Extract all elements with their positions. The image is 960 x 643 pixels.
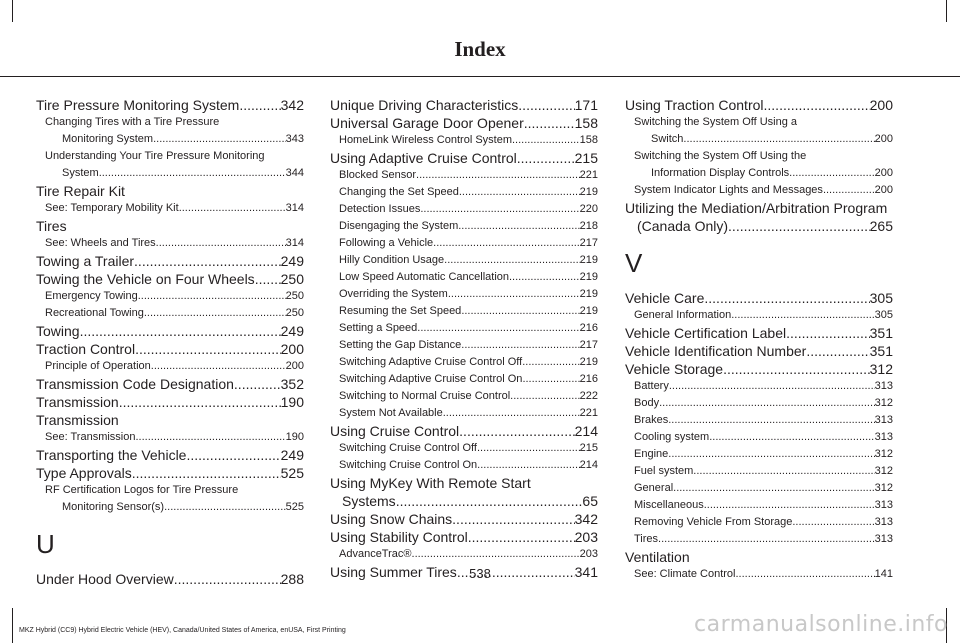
entry-page-number: 220 — [579, 203, 598, 215]
entry-label: Vehicle Certification Label — [625, 325, 787, 341]
index-entry — [36, 270, 304, 288]
dot-leader — [524, 114, 575, 132]
entry-page-number: 190 — [280, 394, 304, 410]
entry-label: Transmission — [36, 394, 119, 410]
dot-leader — [522, 354, 579, 371]
entry-label: Monitoring Sensor(s) — [62, 501, 165, 513]
index-subentry — [36, 358, 304, 375]
entry-label: Towing a Trailer — [36, 253, 135, 269]
entry-page-number: 305 — [869, 290, 893, 306]
entry-label: Emergency Towing — [45, 290, 138, 302]
entry-page-number: 249 — [280, 323, 304, 339]
entry-page-number: 216 — [579, 322, 598, 334]
index-subentry — [330, 269, 598, 286]
dot-leader — [823, 182, 875, 199]
index-entry — [36, 375, 304, 393]
dot-leader — [144, 305, 286, 322]
dot-leader — [477, 440, 580, 457]
index-subentry — [625, 307, 893, 324]
entry-label: Engine — [634, 448, 669, 460]
dot-leader — [709, 429, 874, 446]
index-subentry-line: Switching the System Off Using the — [634, 150, 807, 162]
entry-page-number: 342 — [280, 97, 304, 113]
entry-page-number: 351 — [869, 343, 893, 359]
entry-page-number: 525 — [285, 501, 304, 513]
entry-page-number: 351 — [869, 325, 893, 341]
index-subentry — [625, 497, 893, 514]
page-number: 538 — [469, 566, 491, 581]
entry-page-number: 222 — [579, 390, 598, 402]
entry-page-number: 265 — [869, 218, 893, 234]
entry-page-number: 313 — [874, 431, 893, 443]
index-entry — [625, 289, 893, 307]
entry-label: General Information — [634, 309, 732, 321]
dot-leader — [412, 546, 580, 563]
dot-leader — [416, 167, 580, 184]
index-subentry — [625, 514, 893, 531]
dot-leader — [452, 510, 574, 528]
entry-label: Vehicle Storage — [625, 361, 724, 377]
dot-leader — [668, 446, 874, 463]
index-subentry — [625, 182, 893, 199]
index-entry — [330, 114, 598, 132]
index-subentry — [330, 184, 598, 201]
dot-leader — [723, 360, 870, 378]
entry-label: Brakes — [634, 414, 669, 426]
index-subentry — [625, 165, 893, 182]
dot-leader — [132, 464, 281, 482]
entry-page-number: 313 — [874, 533, 893, 545]
index-entry — [36, 252, 304, 270]
dot-leader — [792, 514, 874, 531]
dot-leader — [458, 218, 579, 235]
index-subentry — [625, 378, 893, 395]
entry-label: Principle of Operation — [45, 360, 151, 372]
section-letter: U — [36, 529, 55, 559]
index-subentry-line: Changing Tires with a Tire Pressure — [45, 116, 220, 128]
index-subentry — [330, 167, 598, 184]
entry-page-number: 312 — [874, 465, 893, 477]
index-subentry — [36, 305, 304, 322]
entry-page-number: 250 — [280, 271, 304, 287]
entry-page-number: 312 — [874, 482, 893, 494]
entry-label: Switching Cruise Control Off — [339, 442, 477, 454]
index-entry — [625, 96, 893, 114]
dot-leader — [433, 235, 579, 252]
entry-page-number: 219 — [579, 288, 598, 300]
entry-page-number: 250 — [285, 290, 304, 302]
title-divider — [0, 76, 960, 77]
entry-page-number: 352 — [280, 376, 304, 392]
entry-page-number: 218 — [579, 220, 598, 232]
entry-label: Switching Adaptive Cruise Control Off — [339, 356, 523, 368]
entry-label: Disengaging the System — [339, 220, 459, 232]
entry-label: Unique Driving Characteristics — [330, 97, 519, 113]
entry-page-number: 314 — [285, 237, 304, 249]
index-entry — [625, 217, 893, 235]
entry-page-number: 215 — [574, 150, 598, 166]
dot-leader — [119, 393, 281, 411]
dot-leader — [459, 422, 574, 440]
index-subentry — [330, 388, 598, 405]
index-entry — [36, 96, 304, 114]
entry-page-number: 217 — [579, 237, 598, 249]
index-subentry — [330, 201, 598, 218]
dot-leader — [461, 337, 579, 354]
index-subentry — [330, 354, 598, 371]
entry-label: AdvanceTrac® — [339, 548, 412, 560]
dot-leader — [239, 96, 280, 114]
entry-label: Body — [634, 397, 660, 409]
entry-page-number: 219 — [579, 305, 598, 317]
dot-leader — [659, 395, 875, 412]
index-subentry — [330, 252, 598, 269]
entry-label: Using Stability Control — [330, 529, 468, 545]
footer-text: MKZ Hybrid (CC9) Hybrid Electric Vehicle (HEV), Canada/United States of America, enUSA, First Printing — [19, 627, 346, 634]
dot-leader — [683, 131, 874, 148]
dot-leader — [669, 378, 875, 395]
entry-label: HomeLink Wireless Control System — [339, 134, 512, 146]
entry-page-number: 200 — [874, 184, 893, 196]
index-entry — [330, 528, 598, 546]
index-subentry — [330, 546, 598, 563]
entry-label: Using Summer Tires — [330, 564, 457, 580]
crop-mark — [12, 608, 13, 643]
entry-label: Using Snow Chains — [330, 511, 453, 527]
entry-page-number: 190 — [285, 431, 304, 443]
entry-page-number: 221 — [579, 407, 598, 419]
entry-page-number: 141 — [874, 568, 893, 580]
entry-label: See: Climate Control — [634, 568, 736, 580]
watermark: carmanualsonline.info — [694, 612, 948, 637]
entry-page-number: 215 — [579, 442, 598, 454]
dot-leader — [135, 340, 281, 358]
entry-page-number: 203 — [579, 548, 598, 560]
index-heading: Transmission — [36, 412, 119, 428]
index-entry — [330, 96, 598, 114]
index-heading: Tires — [36, 218, 67, 234]
dot-leader — [731, 307, 874, 324]
entry-page-number: 214 — [579, 459, 598, 471]
index-entry — [625, 324, 893, 342]
entry-label: Universal Garage Door Opener — [330, 115, 524, 131]
index-subentry-line: Switching the System Off Using a — [634, 116, 798, 128]
dot-leader — [789, 165, 874, 182]
entry-label: Using Adaptive Cruise Control — [330, 150, 517, 166]
dot-leader — [459, 184, 580, 201]
entry-label: General — [634, 482, 674, 494]
index-subentry — [36, 200, 304, 217]
index-subentry — [625, 412, 893, 429]
index-subentry — [330, 303, 598, 320]
entry-label: Tires — [634, 533, 659, 545]
index-subentry — [625, 463, 893, 480]
dot-leader — [444, 252, 579, 269]
index-subentry — [36, 499, 304, 516]
dot-leader — [673, 480, 875, 497]
index-heading: Ventilation — [625, 549, 690, 565]
entry-label: Type Approvals — [36, 465, 132, 481]
entry-label: Switch — [651, 133, 684, 145]
entry-label: Tire Pressure Monitoring System — [36, 97, 240, 113]
entry-page-number: 158 — [579, 134, 598, 146]
entry-page-number: 342 — [574, 511, 598, 527]
dot-leader — [668, 412, 874, 429]
index-subentry — [625, 480, 893, 497]
dot-leader — [417, 320, 579, 337]
dot-leader — [512, 132, 580, 149]
dot-leader — [461, 303, 579, 320]
entry-page-number: 200 — [874, 167, 893, 179]
index-entry — [625, 342, 893, 360]
entry-page-number: 312 — [874, 397, 893, 409]
index-subentry — [36, 131, 304, 148]
dot-leader — [186, 446, 280, 464]
entry-label: Under Hood Overview — [36, 571, 174, 587]
index-subentry — [36, 429, 304, 446]
entry-page-number: 313 — [874, 516, 893, 528]
entry-label: Setting a Speed — [339, 322, 418, 334]
dot-leader — [658, 531, 875, 548]
index-entry — [330, 149, 598, 167]
dot-leader — [518, 96, 574, 114]
entry-label: Changing the Set Speed — [339, 186, 459, 198]
entry-label: Switching Cruise Control On — [339, 459, 478, 471]
entry-page-number: 313 — [874, 414, 893, 426]
entry-label: Low Speed Automatic Cancellation — [339, 271, 509, 283]
entry-label: Vehicle Identification Number — [625, 343, 807, 359]
entry-label: Using Traction Control — [625, 97, 764, 113]
entry-label: See: Transmission — [45, 431, 136, 443]
entry-label: Detection Issues — [339, 203, 421, 215]
entry-label: Transporting the Vehicle — [36, 447, 187, 463]
entry-page-number: 313 — [874, 380, 893, 392]
section-letter: V — [625, 248, 643, 278]
dot-leader — [156, 235, 286, 252]
dot-leader — [179, 200, 286, 217]
index-column-2 — [330, 96, 598, 581]
entry-page-number: 219 — [579, 186, 598, 198]
dot-leader — [164, 499, 286, 516]
entry-label: Resuming the Set Speed — [339, 305, 462, 317]
dot-leader — [693, 463, 874, 480]
crop-mark — [946, 0, 947, 22]
dot-leader — [509, 269, 580, 286]
entry-label: Miscellaneous — [634, 499, 704, 511]
dot-leader — [443, 405, 580, 422]
dot-leader — [806, 342, 869, 360]
entry-label: See: Temporary Mobility Kit — [45, 202, 179, 214]
index-subentry — [625, 131, 893, 148]
index-subentry-line: RF Certification Logos for Tire Pressure — [45, 484, 239, 496]
index-entry — [36, 322, 304, 340]
entry-page-number: 200 — [285, 360, 304, 372]
entry-page-number: 171 — [574, 97, 598, 113]
crop-mark — [12, 0, 13, 22]
dot-leader — [138, 288, 286, 305]
index-subentry — [330, 405, 598, 422]
index-entry — [36, 464, 304, 482]
index-subentry-line: Understanding Your Tire Pressure Monitoring — [45, 150, 265, 162]
entry-label: Using Cruise Control — [330, 423, 460, 439]
index-entry — [36, 340, 304, 358]
index-subentry — [625, 429, 893, 446]
entry-label: Recreational Towing — [45, 307, 144, 319]
index-subentry — [36, 165, 304, 182]
entry-label: Transmission Code Designation — [36, 376, 234, 392]
entry-page-number: 221 — [579, 169, 598, 181]
entry-label: Monitoring System — [62, 133, 154, 145]
entry-page-number: 249 — [280, 447, 304, 463]
index-subentry — [36, 235, 304, 252]
entry-page-number: 525 — [280, 465, 304, 481]
dot-leader — [234, 375, 281, 393]
entry-page-number: 341 — [574, 564, 598, 580]
entry-page-number: 249 — [280, 253, 304, 269]
dot-leader — [151, 358, 286, 375]
entry-label: Fuel system — [634, 465, 694, 477]
entry-page-number: 214 — [574, 423, 598, 439]
dot-leader — [477, 457, 579, 474]
index-column-3 — [625, 96, 893, 583]
entry-page-number: 312 — [874, 448, 893, 460]
entry-page-number: 250 — [285, 307, 304, 319]
entry-label: Systems — [342, 493, 396, 509]
index-heading: Utilizing the Mediation/Arbitration Program — [625, 200, 888, 216]
entry-page-number: 65 — [582, 493, 598, 509]
entry-label: System — [62, 167, 99, 179]
entry-label: Cooling system — [634, 431, 710, 443]
index-subentry — [36, 288, 304, 305]
entry-page-number: 314 — [285, 202, 304, 214]
entry-label: Blocked Sensor — [339, 169, 417, 181]
index-subentry — [330, 218, 598, 235]
index-entry — [330, 510, 598, 528]
entry-page-number: 203 — [574, 529, 598, 545]
entry-page-number: 313 — [874, 499, 893, 511]
entry-label: Switching to Normal Cruise Control — [339, 390, 511, 402]
index-subentry — [330, 235, 598, 252]
index-subentry — [330, 337, 598, 354]
index-entry — [36, 446, 304, 464]
page-title: Index — [454, 37, 506, 61]
entry-page-number: 312 — [869, 361, 893, 377]
dot-leader — [135, 429, 285, 446]
dot-leader — [704, 497, 875, 514]
index-subentry — [330, 457, 598, 474]
index-entry — [330, 422, 598, 440]
dot-leader — [522, 371, 579, 388]
dot-leader — [448, 286, 580, 303]
entry-label: Removing Vehicle From Storage — [634, 516, 793, 528]
index-heading: Using MyKey With Remote Start — [330, 475, 531, 491]
index-entry — [330, 492, 598, 510]
dot-leader — [153, 131, 286, 148]
dot-leader — [396, 492, 583, 510]
index-subentry — [625, 395, 893, 412]
entry-label: Battery — [634, 380, 669, 392]
entry-label: Setting the Gap Distance — [339, 339, 462, 351]
dot-leader — [255, 270, 281, 288]
dot-leader — [510, 388, 579, 405]
entry-page-number: 158 — [574, 115, 598, 131]
entry-label: Vehicle Care — [625, 290, 705, 306]
entry-label: System Not Available — [339, 407, 443, 419]
entry-page-number: 217 — [579, 339, 598, 351]
dot-leader — [786, 324, 870, 342]
entry-label: Information Display Controls — [651, 167, 790, 179]
index-heading: Tire Repair Kit — [36, 183, 125, 199]
dot-leader — [704, 289, 869, 307]
dot-leader — [420, 201, 579, 218]
entry-page-number: 219 — [579, 254, 598, 266]
entry-label: System Indicator Lights and Messages — [634, 184, 823, 196]
entry-page-number: 216 — [579, 373, 598, 385]
index-entry — [36, 393, 304, 411]
entry-label: Towing — [36, 323, 80, 339]
entry-page-number: 219 — [579, 356, 598, 368]
entry-page-number: 288 — [280, 571, 304, 587]
index-column-1 — [36, 96, 304, 588]
entry-label: Towing the Vehicle on Four Wheels — [36, 271, 255, 287]
entry-label: (Canada Only) — [637, 218, 729, 234]
index-subentry — [330, 440, 598, 457]
entry-label: Traction Control — [36, 341, 136, 357]
index-subentry — [330, 371, 598, 388]
dot-leader — [134, 252, 281, 270]
entry-page-number: 305 — [874, 309, 893, 321]
dot-leader — [468, 528, 575, 546]
index-entry — [625, 360, 893, 378]
index-subentry — [330, 132, 598, 149]
index-subentry — [330, 320, 598, 337]
dot-leader — [80, 322, 281, 340]
dot-leader — [99, 165, 286, 182]
index-subentry — [625, 446, 893, 463]
entry-page-number: 344 — [285, 167, 304, 179]
entry-page-number: 200 — [280, 341, 304, 357]
dot-leader — [764, 96, 870, 114]
dot-leader — [728, 217, 870, 235]
index-subentry — [330, 286, 598, 303]
entry-page-number: 200 — [869, 97, 893, 113]
entry-label: Switching Adaptive Cruise Control On — [339, 373, 523, 385]
entry-page-number: 219 — [579, 271, 598, 283]
index-subentry — [625, 531, 893, 548]
entry-label: See: Wheels and Tires — [45, 237, 156, 249]
entry-label: Following a Vehicle — [339, 237, 434, 249]
entry-page-number: 343 — [285, 133, 304, 145]
dot-leader — [517, 149, 575, 167]
entry-page-number: 200 — [874, 133, 893, 145]
entry-label: Hilly Condition Usage — [339, 254, 445, 266]
entry-label: Overriding the System — [339, 288, 448, 300]
